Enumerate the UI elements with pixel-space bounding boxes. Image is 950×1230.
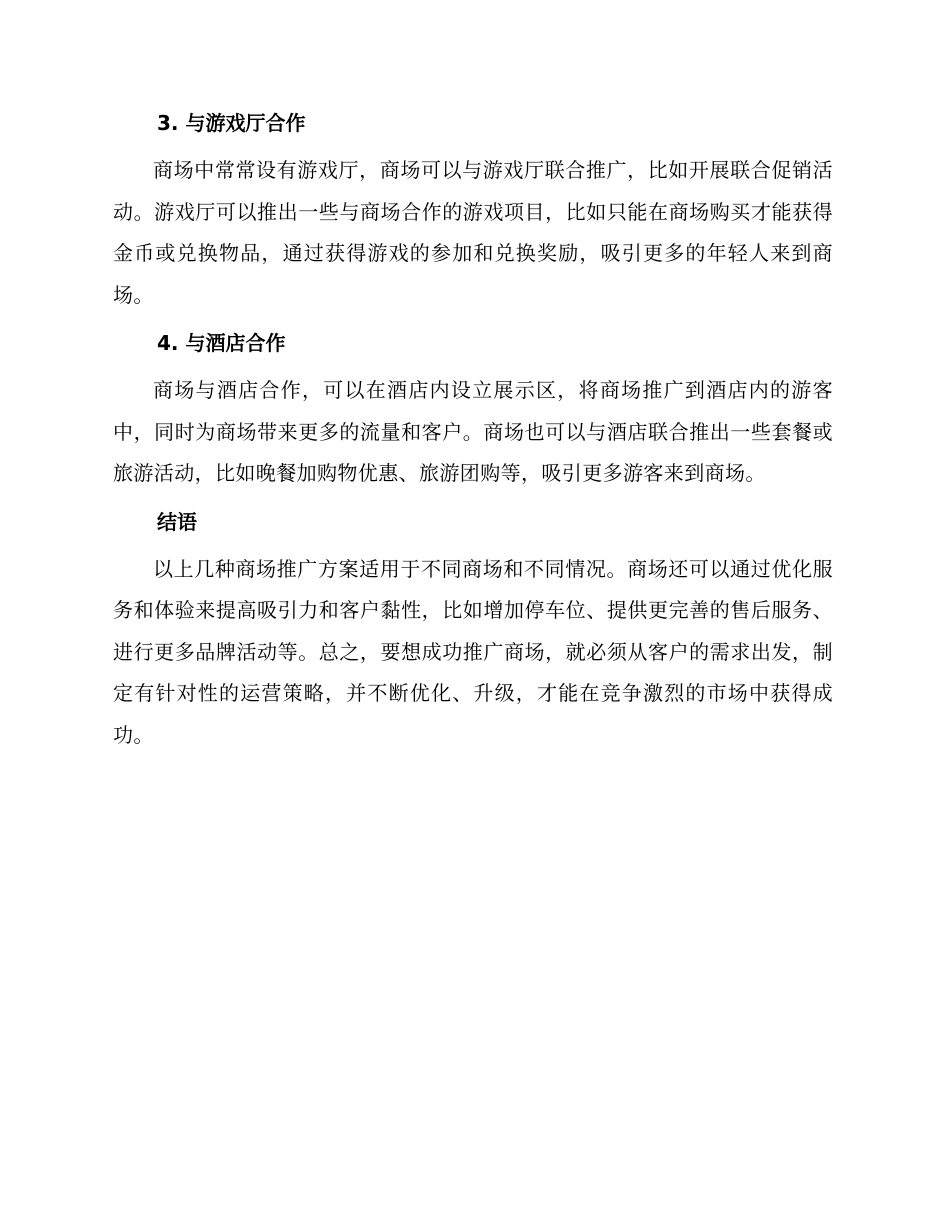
section-game-hall [113,108,833,316]
document-page [113,108,833,768]
section-paragraph: 以上几种商场推广方案适用于不同商场和不同情况。商场还可以通过优化服务和体验来提高吸引力和客户黏性，比如增加停车位、提供更完善的售后服务、进行更多品牌活动等。总之，要想成功推广商场，就必须从客户的需求出发，制定有针对性的运营策略，并不断优化、升级，才能在竞争激烈的市场中获得成功。 [113,556,833,747]
section-heading: 结语 [157,509,197,534]
section-heading: 3. 与游戏厅合作 [157,111,306,135]
section-conclusion [113,507,833,757]
section-heading: 4. 与酒店合作 [157,331,286,355]
section-paragraph: 商场中常常设有游戏厅，商场可以与游戏厅联合推广，比如开展联合促销活动。游戏厅可以推出一些与商场合作的游戏项目，比如只能在商场购买才能获得金币或兑换物品，通过获得游戏的参加和兑换奖励，吸引更多的年轻人来到商场。 [113,158,833,307]
section-paragraph: 商场与酒店合作，可以在酒店内设立展示区，将商场推广到酒店内的游客中，同时为商场带来更多的流量和客户。商场也可以与酒店联合推出一些套餐或旅游活动，比如晚餐加购物优惠、旅游团购等，吸引更多游客来到商场。 [113,378,833,485]
section-hotel [113,328,833,495]
